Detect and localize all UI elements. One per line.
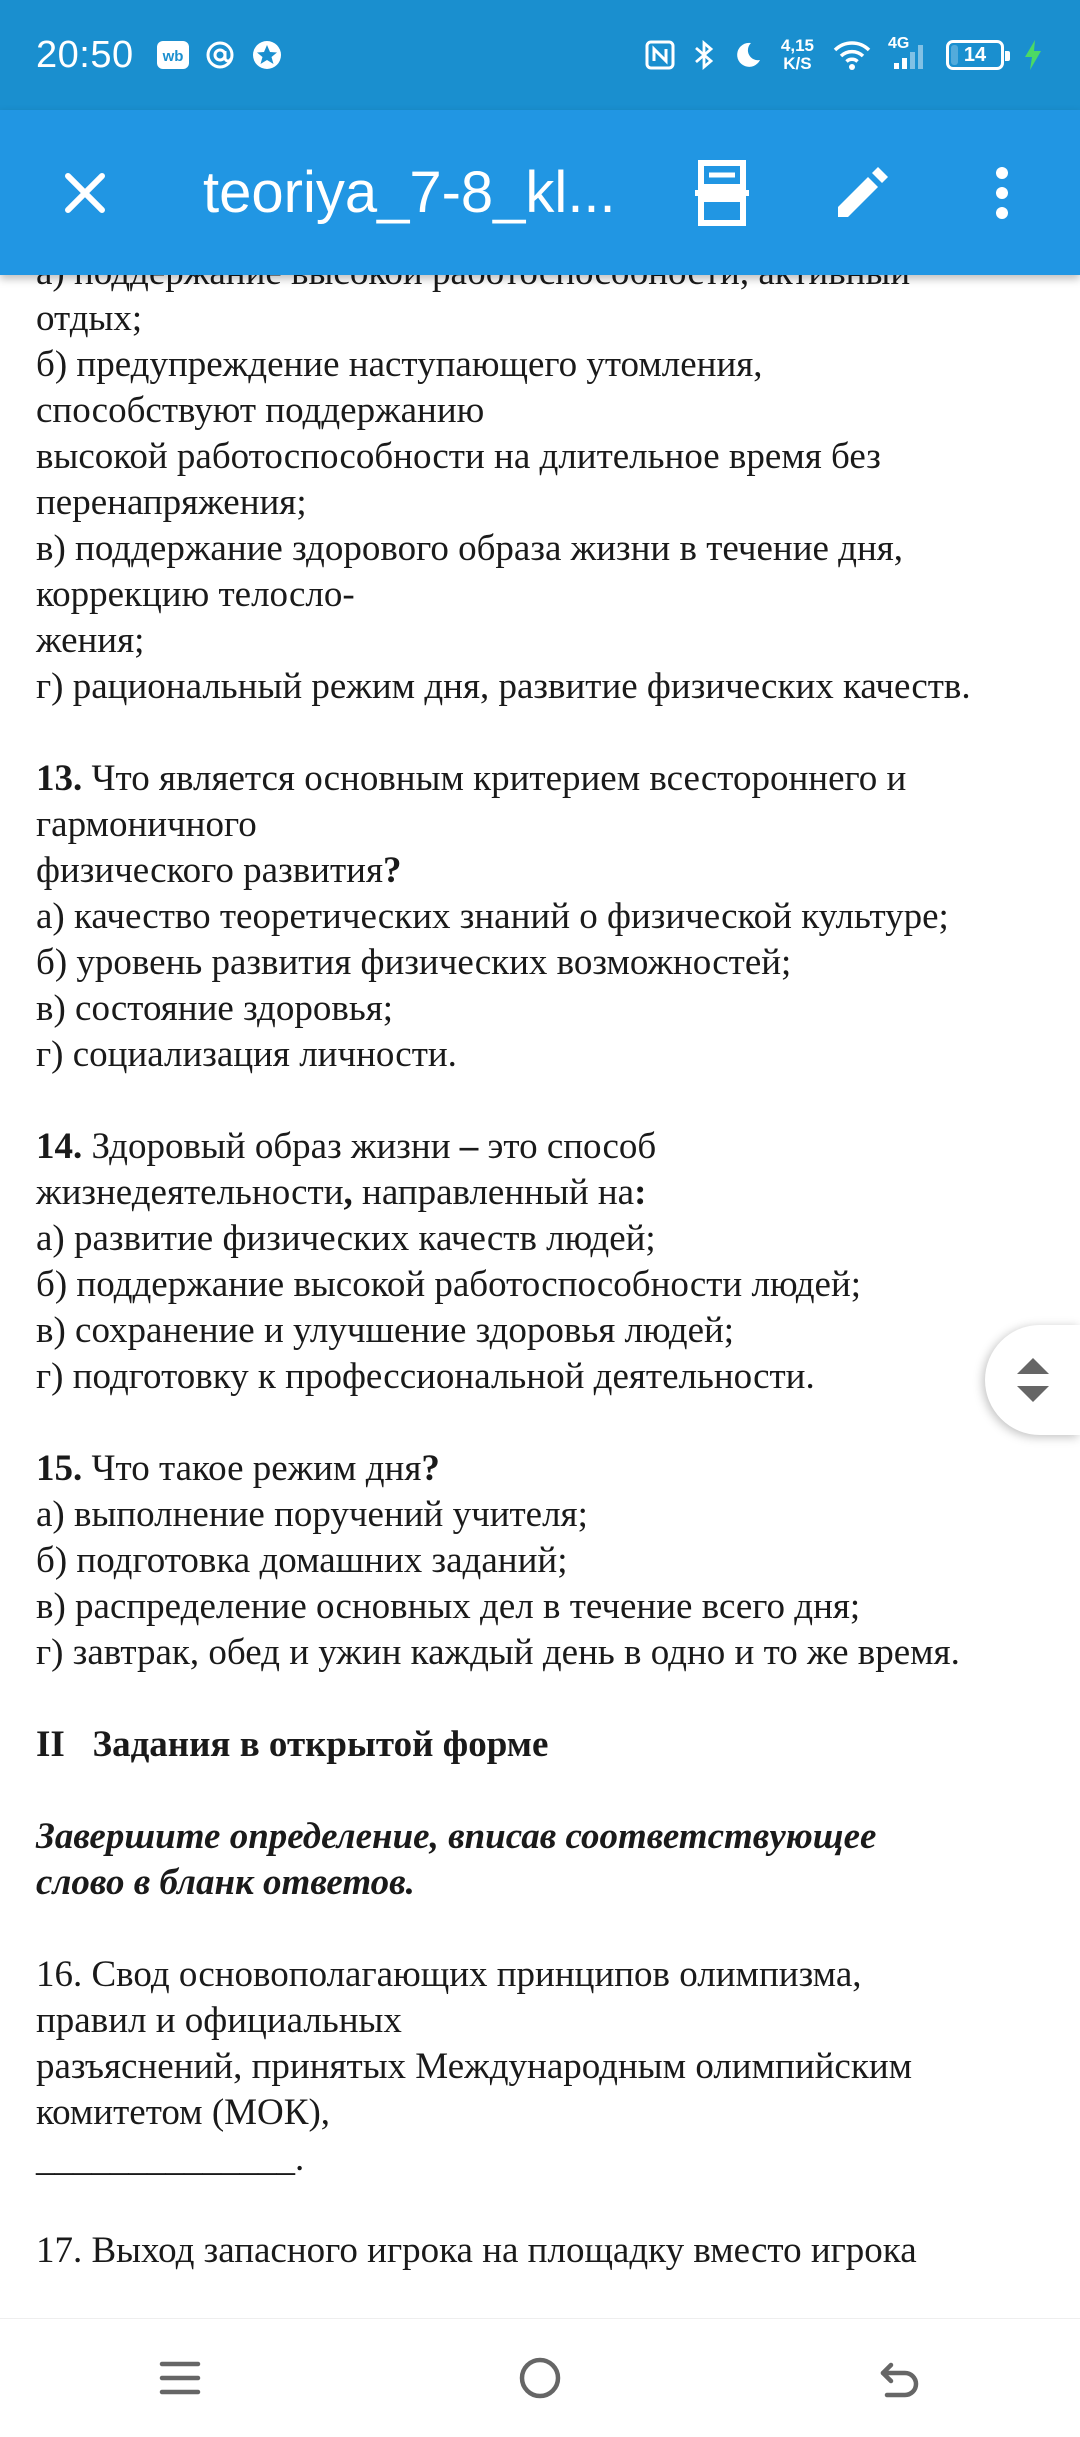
question-15-title [36, 1446, 1056, 1492]
question-text: жизнедеятельности [36, 1172, 344, 1213]
text-line: разъяснений, принятых Международным олимпийским [36, 2046, 913, 2087]
answer-option: в) распределение основных дел в течение всего дня; [36, 1586, 861, 1627]
more-vert-icon [992, 163, 1012, 223]
back-button[interactable] [840, 2328, 960, 2428]
battery-level: 14 [963, 43, 987, 66]
status-bar [0, 0, 1080, 110]
signal-icon [888, 35, 928, 71]
home-button[interactable] [480, 2328, 600, 2428]
answer-option: г) завтрак, обед и ужин каждый день в одно и то же время. [36, 1632, 960, 1673]
battery-icon [946, 40, 1004, 70]
close-button[interactable] [35, 143, 135, 243]
system-navigation-bar [0, 2318, 1080, 2437]
edit-pencil-icon [832, 163, 892, 223]
wb-app-icon [156, 40, 190, 70]
answer-option: б) поддержание высокой работоспособности людей; [36, 1264, 862, 1305]
question-mark: ? [382, 850, 402, 891]
text-line [36, 1170, 1056, 1216]
answer-option: в) состояние здоровья; [36, 988, 393, 1029]
document-viewer[interactable] [0, 250, 1080, 2315]
question-16-title: 16. Свод основополагающих принципов олимпизма, [36, 1954, 862, 1995]
answer-option: а) выполнение поручений учителя; [36, 1494, 588, 1535]
question-13-title [36, 756, 1056, 802]
notification-icons [156, 38, 284, 72]
nfc-icon [645, 40, 675, 70]
question-text: направленный на [352, 1172, 635, 1213]
text-line: гармоничного [36, 804, 257, 845]
blank-line [36, 1676, 1056, 1722]
text-line: жения; [36, 620, 145, 661]
text-line: перенапряжения; [36, 482, 307, 523]
blank-line [36, 1768, 1056, 1814]
document-page [36, 250, 1056, 2274]
more-options-button[interactable] [952, 143, 1052, 243]
network-speed [781, 37, 814, 73]
comma: , [343, 1172, 353, 1213]
app-bar [0, 110, 1080, 275]
question-number: 15. [36, 1448, 83, 1489]
view-mode-button[interactable] [672, 143, 772, 243]
question-14-title [36, 1124, 1056, 1170]
text-line: высокой работоспособности на длительное время без [36, 436, 881, 477]
text-line: б) предупреждение наступающего утомления, [36, 344, 763, 385]
at-icon [204, 39, 236, 71]
section-heading: II Задания в открытой форме [36, 1724, 549, 1765]
svg-text:wb: wb [162, 48, 184, 65]
recents-menu-icon [158, 2356, 202, 2400]
blank-line [36, 1906, 1056, 1952]
blank-line [36, 2182, 1056, 2228]
text-line: комитетом (МОК), [36, 2092, 331, 2133]
instruction-text: Завершите определение, вписав соответствующее [36, 1816, 877, 1857]
text-line [36, 848, 1056, 894]
home-circle-icon [517, 2355, 563, 2401]
answer-option: б) уровень развития физических возможностей; [36, 942, 792, 983]
answer-option: а) качество теоретических знаний о физической культуре; [36, 896, 949, 937]
instruction-text: слово в бланк ответов. [36, 1862, 415, 1903]
answer-option: г) социализация личности. [36, 1034, 457, 1075]
document-view-icon [693, 159, 751, 227]
question-mark: ? [421, 1448, 440, 1489]
colon: : [634, 1172, 647, 1213]
blank-line [36, 1400, 1056, 1446]
text-line: способствуют поддержанию [36, 390, 485, 431]
scroll-arrows-icon [1013, 1352, 1053, 1408]
question-text: физического развития [36, 850, 383, 891]
blank-line [36, 1078, 1056, 1124]
status-time: 20:50 [36, 33, 134, 76]
network-speed-unit: K/S [783, 54, 812, 73]
text-line: г) рациональный режим дня, развитие физических качеств. [36, 666, 971, 707]
system-icons [645, 37, 1044, 73]
network-speed-value: 4,15 [780, 36, 814, 55]
network-type: 4G [888, 35, 910, 52]
app-bar-actions [672, 143, 1052, 243]
close-icon [62, 170, 108, 216]
recents-button[interactable] [120, 2328, 240, 2428]
answer-option: в) сохранение и улучшение здоровья людей; [36, 1310, 735, 1351]
question-number: 14. [36, 1126, 83, 1167]
edit-button[interactable] [812, 143, 912, 243]
answer-option: а) развитие физических качеств людей; [36, 1218, 656, 1259]
question-text: Что является основным критерием всестороннего и [82, 758, 907, 799]
text-line: коррекцию телосло- [36, 574, 355, 615]
answer-blank: ______________. [36, 2138, 305, 2179]
question-text: Здоровый образ жизни [82, 1126, 460, 1167]
text-line: в) поддержание здорового образа жизни в течение дня, [36, 528, 904, 569]
question-text: Что такое режим дня [82, 1448, 422, 1489]
star-badge-icon [250, 38, 284, 72]
text-line: правил и официальных [36, 2000, 402, 2041]
answer-option: б) подготовка домашних заданий; [36, 1540, 568, 1581]
question-text: это способ [478, 1126, 657, 1167]
back-icon [877, 2355, 923, 2401]
answer-option: г) подготовку к профессиональной деятельности. [36, 1356, 815, 1397]
document-title: teoriya_7-8_kl... [203, 160, 616, 225]
wifi-icon [832, 39, 872, 71]
blank-line [36, 710, 1056, 756]
text-line: отдых; [36, 298, 143, 339]
question-17-title: 17. Выход запасного игрока на площадку вместо игрока [36, 2230, 917, 2271]
moon-icon [733, 40, 763, 70]
dash: – [459, 1126, 479, 1167]
bluetooth-icon [693, 39, 715, 71]
charging-icon [1022, 38, 1044, 72]
question-number: 13. [36, 758, 83, 799]
